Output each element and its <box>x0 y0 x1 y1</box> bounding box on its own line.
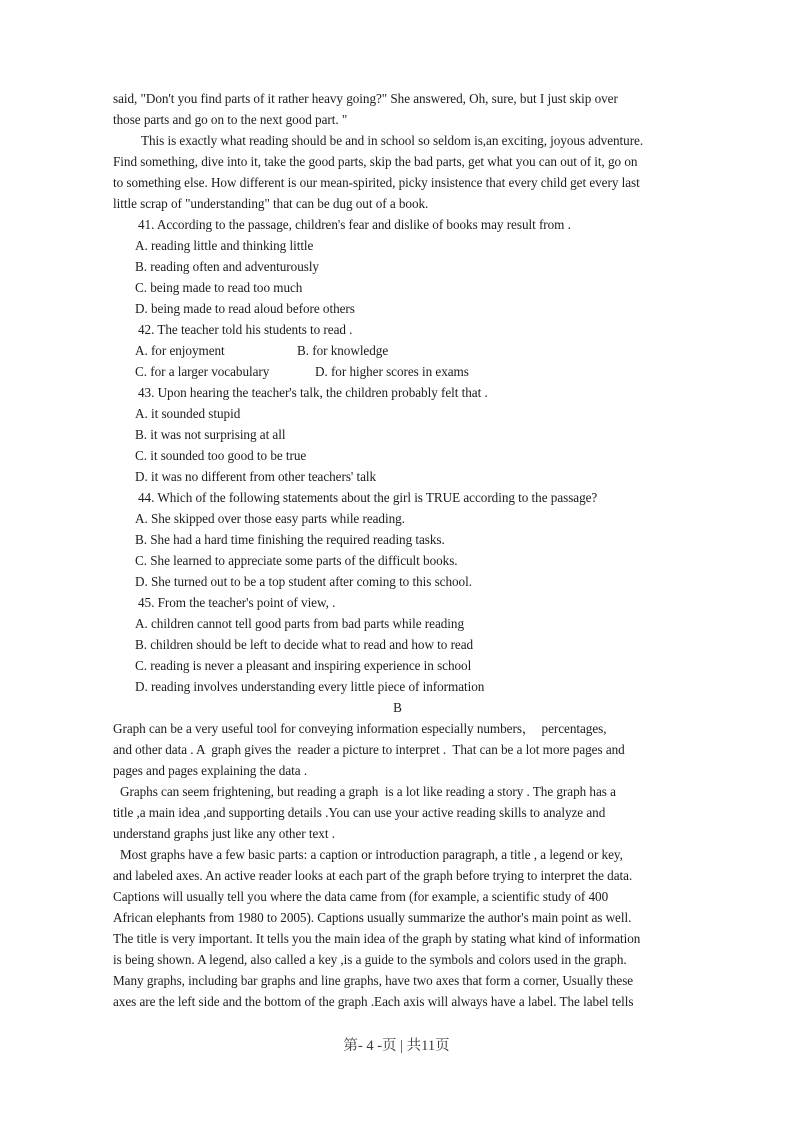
option-part: A. for enjoyment <box>135 343 225 358</box>
question-line: 43. Upon hearing the teacher's talk, the children probably felt that . <box>138 385 488 400</box>
option-line <box>113 361 682 382</box>
option-line: C. She learned to appreciate some parts of the difficult books. <box>135 553 458 568</box>
option-line: A. children cannot tell good parts from bad parts while reading <box>135 616 465 631</box>
option-line: D. it was no different from other teachers' talk <box>135 469 377 484</box>
passage-line: The title is very important. It tells you the main idea of the graph by stating what kind of information <box>113 931 641 946</box>
passage-line: This is exactly what reading should be and in school so seldom is,an exciting, joyous adventure. <box>141 133 644 148</box>
page-number-text: 第- 4 -页 | 共11页 <box>343 1038 450 1054</box>
passage-line: said, "Don't you find parts of it rather heavy going?" She answered, Oh, sure, but I just skip over <box>113 91 618 106</box>
passage-line: and other data . A graph gives the reader a picture to interpret . That can be a lot more pages and <box>113 742 625 757</box>
option-line: B. it was not surprising at all <box>135 427 286 442</box>
option-line: D. being made to read aloud before others <box>135 301 355 316</box>
passage-line: is being shown. A legend, also called a key ,is a guide to the symbols and colors used in the graph. <box>113 952 627 967</box>
passage-line: pages and pages explaining the data . <box>113 763 308 778</box>
passage-line: Graph can be a very useful tool for conveying information especially numbers， percentages, <box>113 721 607 736</box>
option-line: B. children should be left to decide what to read and how to read <box>135 637 474 652</box>
option-part: B. for knowledge <box>297 343 389 358</box>
option-line: C. reading is never a pleasant and inspiring experience in school <box>135 658 472 673</box>
option-part: C. for a larger vocabulary <box>135 364 270 379</box>
option-line: D. reading involves understanding every little piece of information <box>135 679 485 694</box>
option-line: C. it sounded too good to be true <box>135 448 307 463</box>
option-line <box>113 340 682 361</box>
passage-line: African elephants from 1980 to 2005). Captions usually summarize the author's main point as well. <box>113 910 632 925</box>
option-line: A. She skipped over those easy parts while reading. <box>135 511 405 526</box>
passage-line: those parts and go on to the next good part. " <box>113 112 348 127</box>
question-line: 45. From the teacher's point of view, . <box>138 595 336 610</box>
passage-line: Find something, dive into it, take the good parts, skip the bad parts, get what you can out of it, go on <box>113 154 638 169</box>
option-line: A. it sounded stupid <box>135 406 241 421</box>
passage-line: Captions will usually tell you where the data came from (for example, a scientific study of 400 <box>113 889 609 904</box>
passage-line: little scrap of "understanding" that can be dug out of a book. <box>113 196 429 211</box>
passage-line: Graphs can seem frightening, but reading a graph is a lot like reading a story . The graph has a <box>120 784 616 799</box>
question-line: 44. Which of the following statements about the girl is TRUE according to the passage? <box>138 490 598 505</box>
option-part: D. for higher scores in exams <box>315 364 469 379</box>
passage-line: Many graphs, including bar graphs and line graphs, have two axes that form a corner, Usually these <box>113 973 634 988</box>
question-line: 42. The teacher told his students to read . <box>138 322 353 337</box>
section-heading-b: B <box>393 700 402 715</box>
text-column <box>113 88 682 1012</box>
option-line: C. being made to read too much <box>135 280 303 295</box>
option-line: A. reading little and thinking little <box>135 238 314 253</box>
passage-line: Most graphs have a few basic parts: a caption or introduction paragraph, a title , a legend or key, <box>120 847 623 862</box>
option-line: D. She turned out to be a top student after coming to this school. <box>135 574 472 589</box>
option-line: B. reading often and adventurously <box>135 259 319 274</box>
question-line: 41. According to the passage, children's fear and dislike of books may result from . <box>138 217 571 232</box>
passage-line: understand graphs just like any other text . <box>113 826 335 841</box>
passage-line: title ,a main idea ,and supporting details .You can use your active reading skills to analyze and <box>113 805 606 820</box>
option-line: B. She had a hard time finishing the required reading tasks. <box>135 532 445 547</box>
passage-line: axes are the left side and the bottom of the graph .Each axis will always have a label. The label tells <box>113 994 634 1009</box>
page-footer <box>0 1036 793 1057</box>
passage-line: to something else. How different is our mean-spirited, picky insistence that every child get every last <box>113 175 640 190</box>
passage-line: and labeled axes. An active reader looks at each part of the graph before trying to interpret the data. <box>113 868 633 883</box>
